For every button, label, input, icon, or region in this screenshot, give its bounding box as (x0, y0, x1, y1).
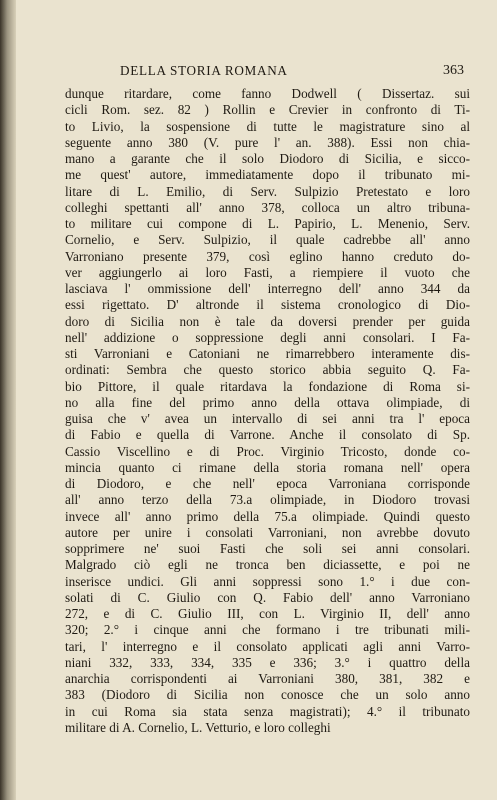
text-line: Malgrado ciò egli ne tronca ben diciassette, e poi ne (65, 557, 470, 573)
text-line: mincia quanto ci rimane della storia romana nell' opera (65, 459, 470, 475)
text-line: to militare cui compone di L. Papirio, L. Menenio, Serv. (65, 216, 470, 231)
text-line: ordinati: Sembra che questo storico abbia seguito Q. Fa- (65, 362, 470, 378)
text-line: bio Pittore, il quale ritardava la fondazione di Roma si- (65, 378, 470, 394)
body-text (65, 86, 470, 736)
text-line: mano a garante che il solo Diodoro di Sicilia, e sicco- (65, 151, 470, 166)
text-line: di Diodoro, e che nell' epoca Varroniana corrisponde (65, 476, 470, 491)
text-line: nell' addizione o soppressione degli anni consolari. I Fa- (65, 329, 470, 345)
text-line: inserisce undici. Gli anni soppressi sono 1.° i due con- (65, 573, 470, 589)
text-line: niani 332, 333, 334, 335 e 336; 3.° i quattro della (65, 654, 470, 670)
text-line: no alla fine del primo anno della ottava olimpiade, di (65, 394, 470, 410)
text-line: litare di L. Emilio, di Serv. Sulpizio Pretestato e loro (65, 183, 470, 199)
text-line: autore per unire i consolati Varroniani, non avrebbe dovuto (65, 524, 470, 540)
text-line: colleghi spettanti all' anno 378, colloca un altro tribuna- (65, 199, 470, 215)
text-line: invece all' anno primo della 75.a olimpiade. Quindi questo (65, 508, 470, 524)
page-binding-shadow (0, 0, 16, 800)
text-line: lasciava l' ommissione dell' interregno dell' anno 344 da (65, 281, 470, 296)
page-number: 363 (443, 63, 464, 78)
text-line: to Livio, la sospensione di tutte le magistrature sino al (65, 118, 470, 134)
text-line: all' anno terzo della 73.a olimpiade, in Diodoro trovasi (65, 492, 470, 508)
text-line: Cornelio, e Serv. Sulpizio, il quale cadrebbe all' anno (65, 232, 470, 248)
text-line: me quest' autore, immediatamente dopo il tribunato mi- (65, 167, 470, 183)
text-line: seguente anno 380 (V. pure l' an. 388). Essi non chia- (65, 134, 470, 150)
text-line: in cui Roma sia stata senza magistrati); 4.° il tribunato (65, 703, 470, 719)
text-line: cicli Rom. sez. 82 ) Rollin e Crevier in confronto di Ti- (65, 102, 470, 118)
text-line: sti Varroniani e Catoniani ne rimarrebbero interamente dis- (65, 346, 470, 361)
page-header (60, 63, 470, 81)
text-line: 320; 2.° i cinque anni che formano i tre tribunati mili- (65, 622, 470, 638)
text-line: guisa che v' avea un intervallo di sei anni tra l' epoca (65, 411, 470, 426)
text-line: solati di C. Giulio con Q. Fabio dell' anno Varroniano (65, 589, 470, 605)
text-line: di Fabio e quella di Varrone. Anche il consolato di Sp. (65, 427, 470, 443)
text-line: essi rigettato. D' altronde il sistema cronologico di Dio- (65, 297, 470, 313)
text-line: Varroniano presente 379, così eglino hanno creduto do- (65, 248, 470, 264)
text-line: tari, l' interregno e il consolato applicati agli anni Varro- (65, 638, 470, 654)
text-line: anarchia corrispondenti ai Varroniani 380, 381, 382 e (65, 671, 470, 686)
text-line: sopprimere ne' suoi Fasti che soli sei anni consolari. (65, 541, 470, 556)
text-line: doro di Sicilia non è tale da doversi prender per guida (65, 313, 470, 329)
text-line: militare di A. Cornelio, L. Vetturio, e loro colleghi (65, 719, 331, 735)
running-title: DELLA STORIA ROMANA (120, 63, 288, 78)
text-line: ver aggiungerlo ai loro Fasti, a riempiere il vuoto che (65, 264, 470, 280)
text-line: 383 (Diodoro di Sicilia non conosce che un solo anno (65, 687, 470, 703)
text-line: Cassio Viscellino e di Proc. Virginio Tricosto, donde co- (65, 443, 470, 459)
text-line: dunque ritardare, come fanno Dodwell ( Dissertaz. sui (65, 86, 470, 101)
text-line: 272, e di C. Giulio III, con L. Virginio II, dell' anno (65, 606, 470, 621)
